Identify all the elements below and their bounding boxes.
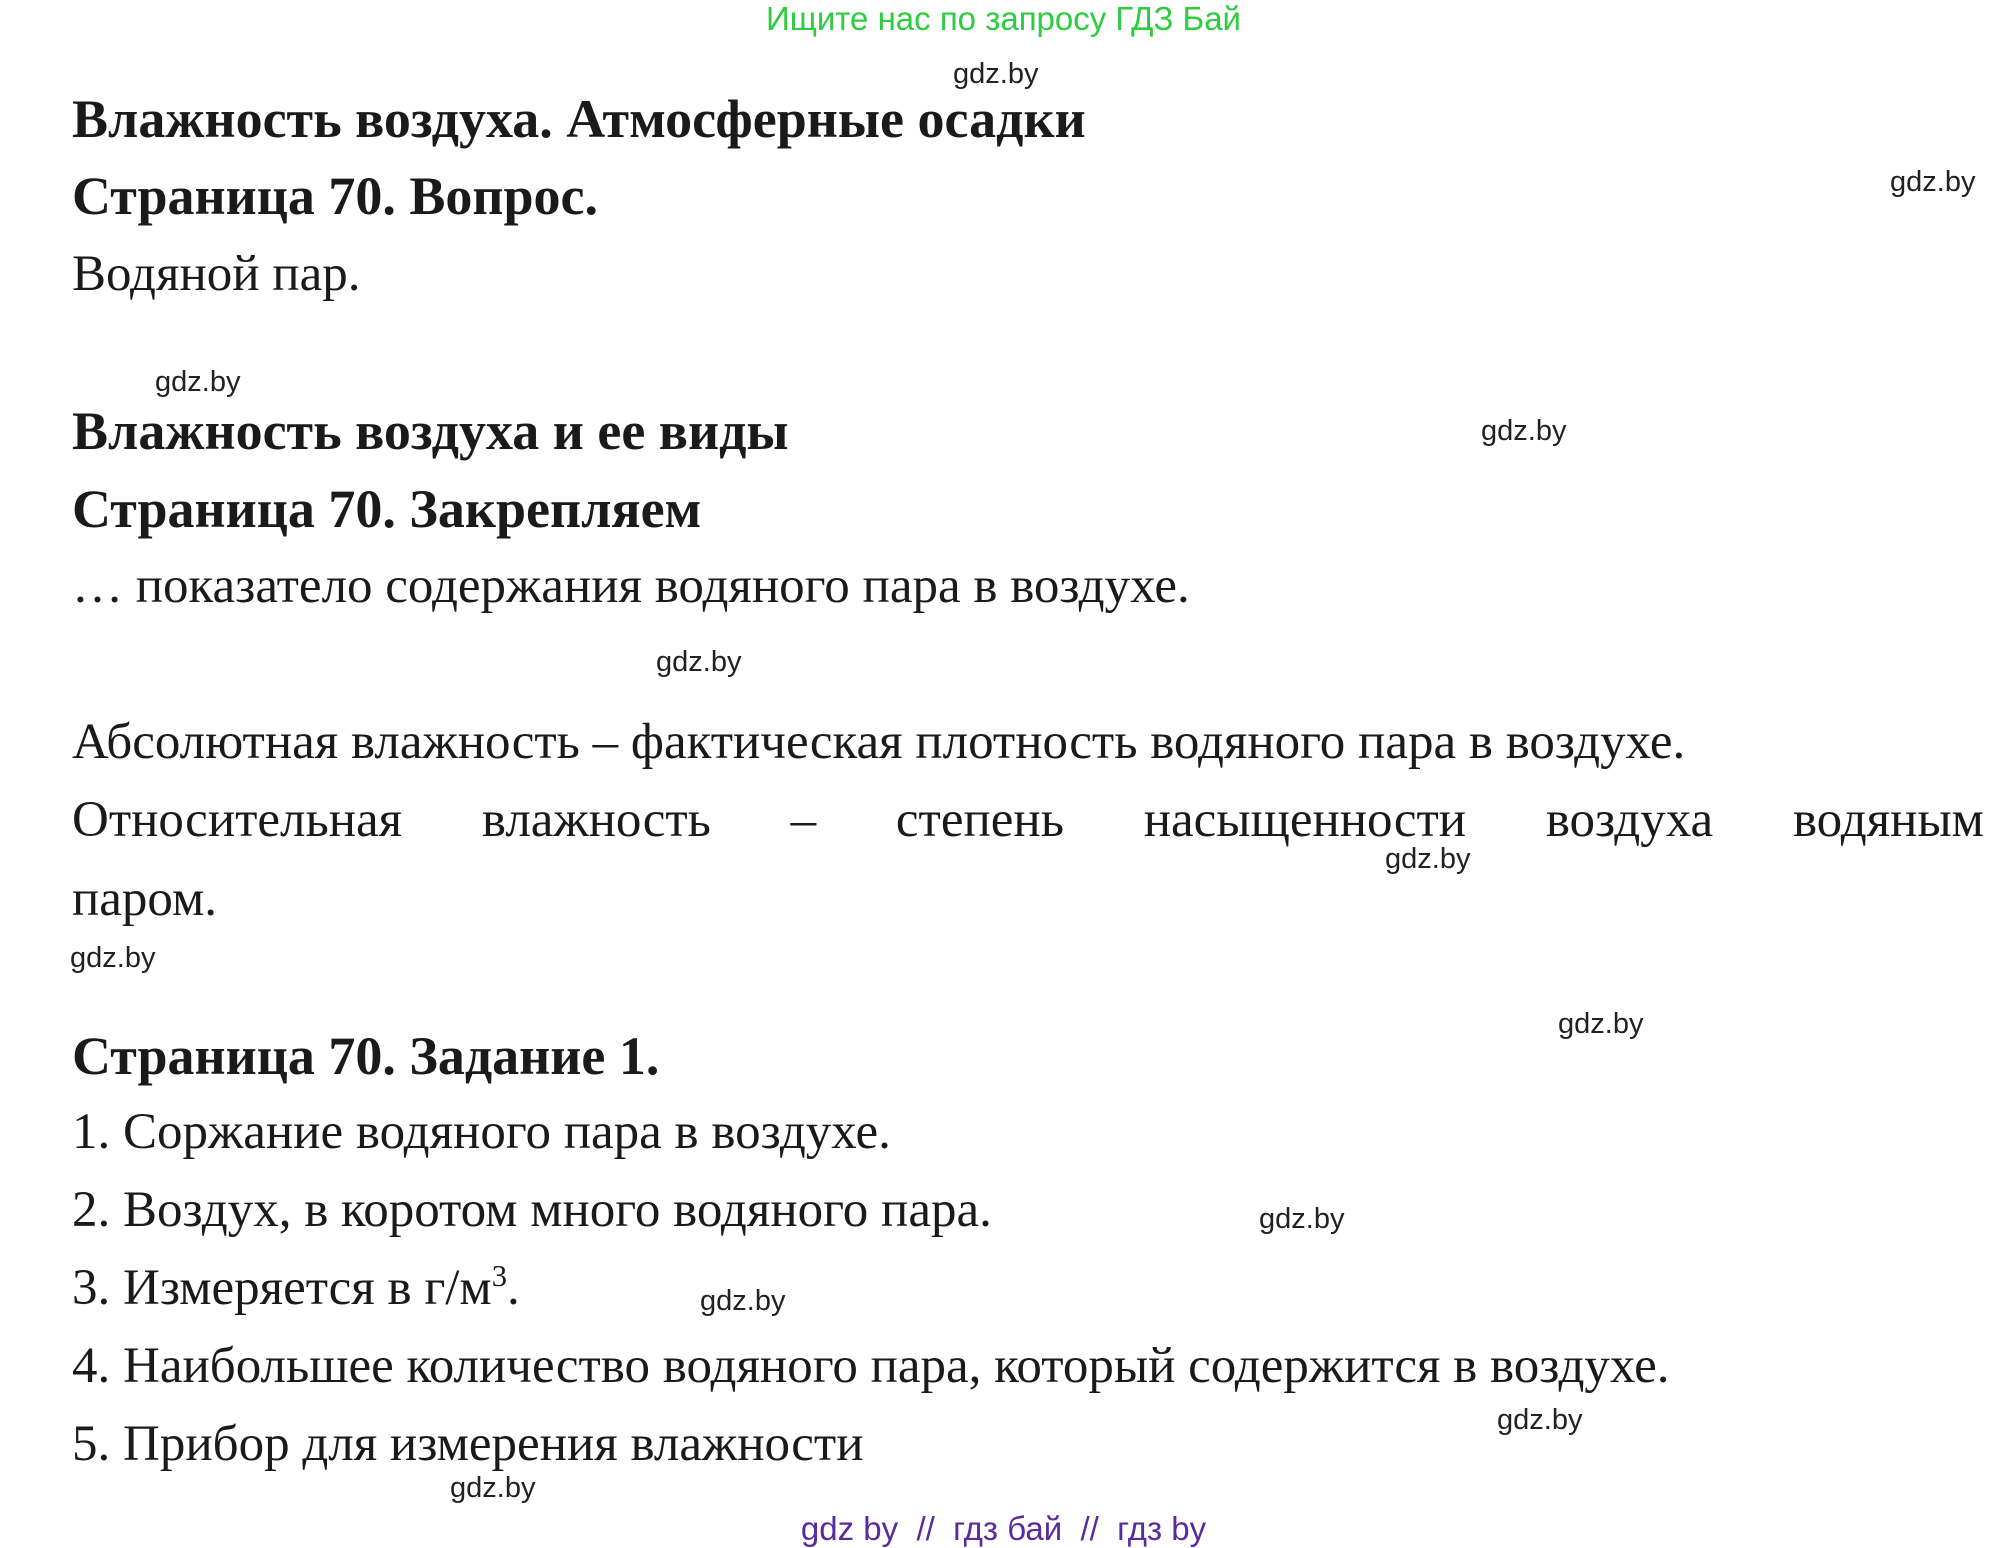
item-end: .	[507, 1260, 520, 1316]
list-item: 5. Прибор для измерения влажности	[72, 1416, 864, 1472]
watermark: gdz.by	[953, 58, 1039, 90]
body-line-2: Абсолютная влажность – фактическая плотность водяного пара в воздухе.	[72, 714, 1686, 770]
superscript: 3	[491, 1259, 508, 1293]
watermark: gdz.by	[1259, 1203, 1345, 1235]
watermark: gdz.by	[700, 1285, 786, 1317]
section-title-2: Влажность воздуха и ее виды	[72, 401, 789, 461]
watermark: gdz.by	[1558, 1008, 1644, 1040]
watermark: gdz.by	[1481, 415, 1567, 447]
word: водяным	[1792, 792, 1984, 848]
word: насыщенности	[1143, 792, 1467, 848]
watermark: gdz.by	[1497, 1404, 1583, 1436]
consolidate-heading: Страница 70. Закрепляем	[72, 479, 702, 539]
body-line-4: паром.	[72, 871, 217, 927]
question-heading: Страница 70. Вопрос.	[72, 166, 598, 226]
word: Относительная	[72, 792, 403, 848]
answer-text: Водяной пар.	[72, 246, 361, 302]
list-item	[72, 1259, 520, 1317]
word: степень	[895, 792, 1064, 848]
list-item: 2. Воздух, в коротом много водяного пара.	[72, 1182, 992, 1238]
word: –	[790, 792, 817, 848]
body-line-1: … показатело содержания водяного пара в воздухе.	[72, 558, 1190, 614]
list-item: 4. Наибольшее количество водяного пара, который содержится в воздухе.	[72, 1338, 1670, 1394]
body-line-3	[72, 791, 1984, 849]
search-banner: Ищите нас по запросу ГДЗ Бай	[766, 0, 1241, 37]
section-title-1: Влажность воздуха. Атмосферные осадки	[72, 89, 1086, 149]
task-heading: Страница 70. Задание 1.	[72, 1026, 660, 1086]
watermark: gdz.by	[1890, 166, 1976, 198]
watermark: gdz.by	[450, 1472, 536, 1504]
watermark: gdz.by	[70, 942, 156, 974]
item-text: 3. Измеряется в г/м	[72, 1260, 492, 1316]
watermark: gdz.by	[656, 646, 742, 678]
footer-links: gdz by // гдз бай // гдз by	[800, 1510, 1207, 1547]
list-item: 1. Соржание водяного пара в воздухе.	[72, 1104, 891, 1160]
watermark: gdz.by	[1385, 843, 1471, 875]
watermark: gdz.by	[155, 366, 241, 398]
word: влажность	[481, 792, 711, 848]
word: воздуха	[1545, 792, 1714, 848]
